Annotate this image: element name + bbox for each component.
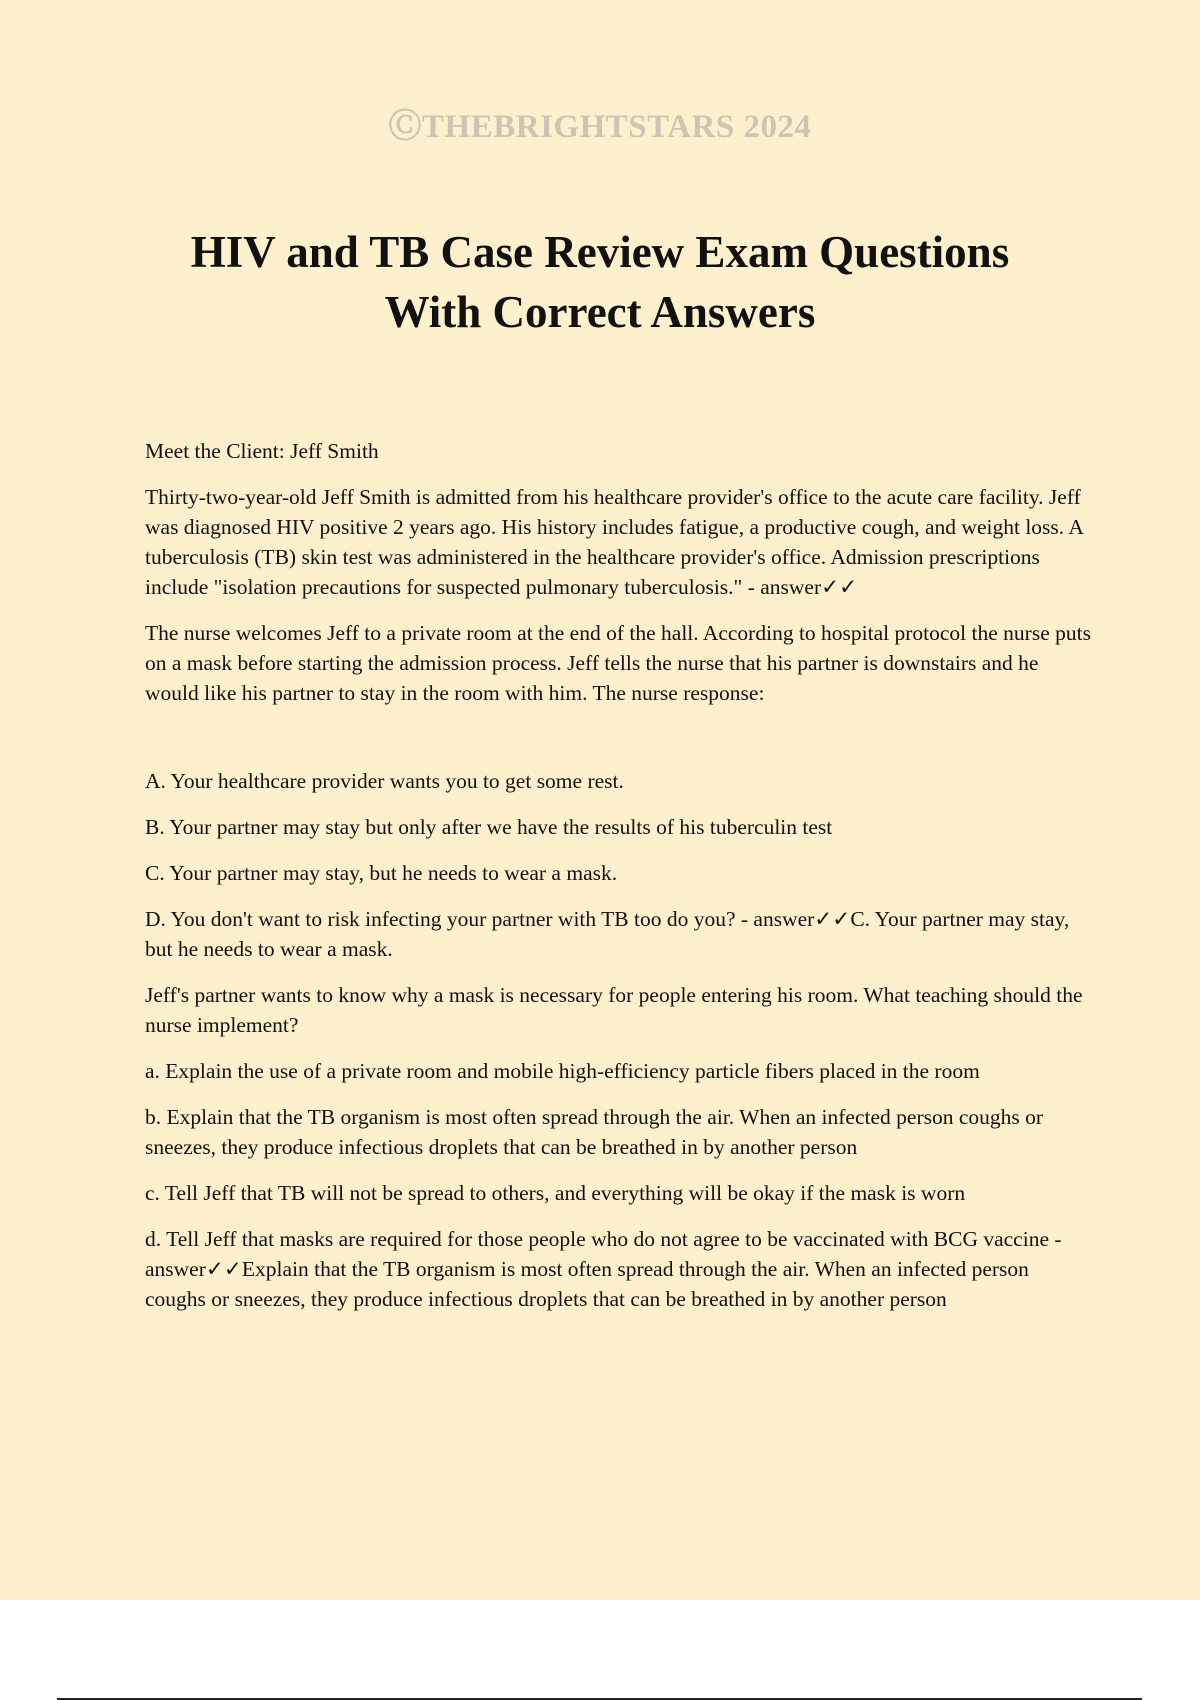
document-title bbox=[100, 222, 1100, 342]
question-1-option-b: B. Your partner may stay but only after we have the results of his tuberculin test bbox=[145, 815, 833, 839]
question-2-stem: Jeff's partner wants to know why a mask is necessary for people entering his room. What teaching should the nurse implement? bbox=[145, 983, 1083, 1037]
document-body bbox=[145, 436, 1095, 1330]
question-2-option-c: c. Tell Jeff that TB will not be spread to others, and everything will be okay if the mask is worn bbox=[145, 1181, 966, 1205]
question-2-option-b: b. Explain that the TB organism is most often spread through the air. When an infected person coughs or sneezes, they produce infectious droplets that can be breathed in by another person bbox=[145, 1105, 1044, 1159]
question-1-option-d-answer: D. You don't want to risk infecting your partner with TB too do you? - answer✓✓C. Your partner may stay, but he needs to wear a mask. bbox=[145, 907, 1070, 961]
title-line-2: With Correct Answers bbox=[384, 287, 816, 337]
title-line-1: HIV and TB Case Review Exam Questions bbox=[190, 227, 1010, 277]
question-2-option-a: a. Explain the use of a private room and mobile high-efficiency particle fibers placed in the room bbox=[145, 1059, 980, 1083]
question-1-option-a: A. Your healthcare provider wants you to get some rest. bbox=[145, 769, 624, 793]
question-1-stem: The nurse welcomes Jeff to a private room at the end of the hall. According to hospital protocol the nurse puts on a mask before starting the admission process. Jeff tells the nurse that his partner is downstairs and he would like his partner to stay in the room with him. The nurse response: bbox=[145, 621, 1091, 705]
question-1-option-c: C. Your partner may stay, but he needs to wear a mask. bbox=[145, 861, 618, 885]
question-2-option-d-answer: d. Tell Jeff that masks are required for those people who do not agree to be vaccinated with BCG vaccine - answer✓✓Explain that the TB organism is most often spread through the air. When an infected person coughs or sneezes, they produce infectious droplets that can be breathed in by another person bbox=[145, 1227, 1062, 1311]
case-description: Thirty-two-year-old Jeff Smith is admitted from his healthcare provider's office to the acute care facility. Jeff was diagnosed HIV positive 2 years ago. His history includes fatigue, a productive cough, and weight loss. A tuberculosis (TB) skin test was administered in the healthcare provider's office. Admission prescriptions include "isolation precautions for suspected pulmonary tuberculosis." - answer✓✓ bbox=[145, 485, 1083, 599]
copyright-watermark: ⒸTHEBRIGHTSTARS 2024 bbox=[388, 109, 812, 145]
client-intro-heading: Meet the Client: Jeff Smith bbox=[145, 439, 379, 463]
